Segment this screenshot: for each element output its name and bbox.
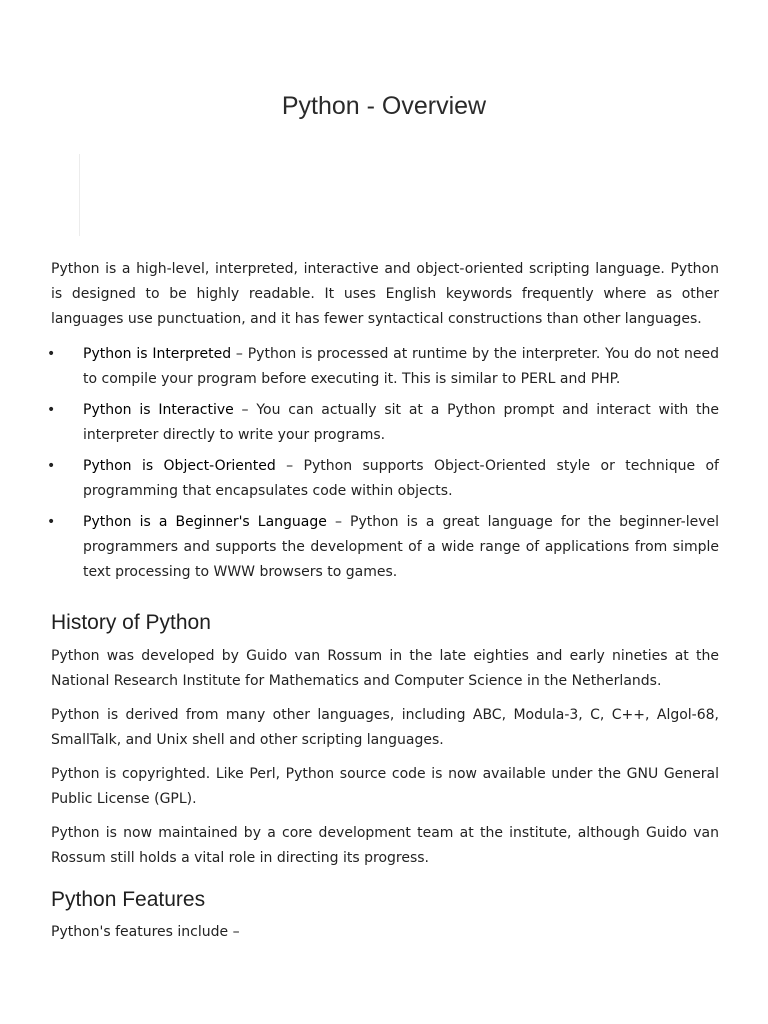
- history-paragraph: Python is copyrighted. Like Perl, Python source code is now available under the GNU General Public License (GPL).: [51, 766, 719, 807]
- list-item: [47, 454, 719, 504]
- feature-text: – You can actually sit at a Python prompt and interact with the interpreter directly to write your programs.: [83, 402, 719, 443]
- features-intro: Python's features include –: [51, 924, 240, 940]
- list-item: [47, 510, 720, 585]
- feature-term: Python is Interactive: [83, 402, 234, 418]
- history-paragraph: Python was developed by Guido van Rossum in the late eighties and early nineties at the National Research Institute for Mathematics and Computer Science in the Netherlands.: [51, 648, 719, 689]
- list-item: [47, 398, 719, 448]
- feature-term: Python is Interpreted: [83, 346, 232, 362]
- bullet-icon: •: [47, 402, 56, 418]
- bullet-icon: •: [47, 346, 56, 362]
- feature-text: – Python is processed at runtime by the interpreter. You do not need to compile your program before executing it. This is similar to PERL and PHP.: [83, 346, 719, 387]
- intro-paragraph: Python is a high-level, interpreted, interactive and object-oriented scripting language. Python is designed to be highly readable. It uses English keywords frequently where as other languages use punctuation, and it has fewer syntactical constructions than other languages.: [51, 261, 719, 327]
- feature-term: Python is Object-Oriented: [83, 458, 276, 474]
- feature-term: Python is a Beginner's Language: [83, 514, 327, 530]
- history-paragraph: Python is now maintained by a core development team at the institute, although Guido van Rossum still holds a vital role in directing its progress.: [51, 825, 719, 866]
- feature-list: [47, 342, 720, 585]
- divider-line: [79, 154, 80, 236]
- bullet-icon: •: [47, 458, 56, 474]
- feature-text: – Python supports Object-Oriented style or technique of programming that encapsulates code within objects.: [83, 458, 719, 499]
- feature-text: – Python is a great language for the beginner-level programmers and supports the development of a wide range of applications from simple text processing to WWW browsers to games.: [83, 514, 720, 580]
- bullet-icon: •: [47, 514, 56, 530]
- list-item: [47, 342, 719, 392]
- article-body: [47, 257, 720, 945]
- features-heading: Python Features: [51, 888, 206, 911]
- history-paragraph: Python is derived from many other languages, including ABC, Modula-3, C, C++, Algol-68, SmallTalk, and Unix shell and other scripting languages.: [51, 707, 719, 748]
- history-heading: History of Python: [51, 611, 211, 634]
- page-title: Python - Overview: [281, 92, 487, 120]
